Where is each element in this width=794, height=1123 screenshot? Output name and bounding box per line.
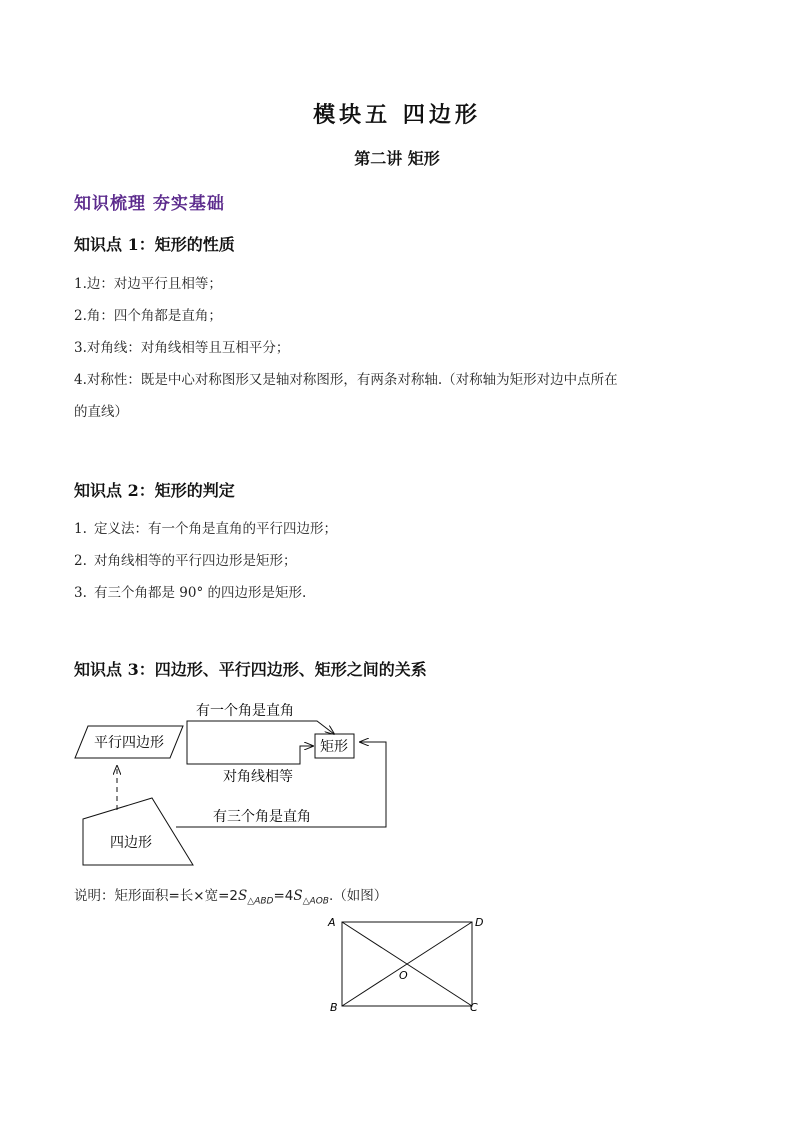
kp1-item-2: 2.角：四个角都是直角； <box>74 308 222 324</box>
kp2-item-1-text: 定义法：有一个角是直角的平行四边形； <box>94 521 337 537</box>
vertex-a-label: A <box>328 916 336 929</box>
kp2-item-3-text: 有三个角都是 90° 的四边形是矩形. <box>94 585 307 601</box>
quadrilateral-shape <box>83 798 193 865</box>
middle-arrow <box>187 742 313 764</box>
parallelogram-label: 平行四边形 <box>94 735 164 751</box>
rectangle-label: 矩形 <box>320 739 348 755</box>
note-s2: S <box>293 888 303 904</box>
rectangle-figure <box>320 910 500 1020</box>
kp1-heading: 知识点 1：矩形的性质 <box>74 235 235 254</box>
top-arrow-label: 有一个角是直角 <box>196 703 294 719</box>
note-s1: S <box>238 888 248 904</box>
kp2-item-2-num: 2. <box>74 553 87 569</box>
kp2-item-3 <box>74 581 306 601</box>
kp1-item-4: 4.对称性：既是中心对称图形又是轴对称图形，有两条对称轴.（对称轴为矩形对边中点所在 <box>74 372 618 388</box>
note-suffix: .（如图） <box>328 888 388 904</box>
kp2-heading: 知识点 2：矩形的判定 <box>74 481 235 500</box>
kp1-item-4-cont: 的直线） <box>74 404 128 420</box>
kp1-item-1: 1.边：对边平行且相等； <box>74 276 222 292</box>
note-mid: =4 <box>273 888 294 904</box>
lesson-subtitle: 第二讲 矩形 <box>354 149 440 168</box>
section-heading: 知识梳理 夯实基础 <box>74 194 225 214</box>
kp2-item-1 <box>74 517 337 537</box>
note-prefix: 说明：矩形面积=长×宽=2 <box>74 888 239 904</box>
vertex-c-label: C <box>470 1001 478 1014</box>
quadrilateral-label: 四边形 <box>110 835 152 851</box>
note-sub1: △ABD <box>247 896 274 907</box>
kp2-item-3-num: 3. <box>74 585 87 601</box>
kp3-heading: 知识点 3：四边形、平行四边形、矩形之间的关系 <box>74 660 427 679</box>
relationship-diagram <box>0 690 420 880</box>
kp2-item-2-text: 对角线相等的平行四边形是矩形； <box>94 553 297 569</box>
kp2-item-2 <box>74 549 297 569</box>
page-title: 模块五 四边形 <box>313 102 481 128</box>
note-sub2: △AOB <box>302 896 329 907</box>
vertex-d-label: D <box>475 916 484 929</box>
bottom-arrow-label: 有三个角是直角 <box>213 809 311 825</box>
area-note <box>74 884 387 907</box>
vertex-b-label: B <box>330 1001 338 1014</box>
middle-arrow-label: 对角线相等 <box>223 769 293 785</box>
center-o-label: O <box>399 969 408 982</box>
kp2-item-1-num: 1. <box>74 521 87 537</box>
kp1-item-3: 3.对角线：对角线相等且互相平分； <box>74 340 290 356</box>
top-arrow <box>187 721 334 742</box>
